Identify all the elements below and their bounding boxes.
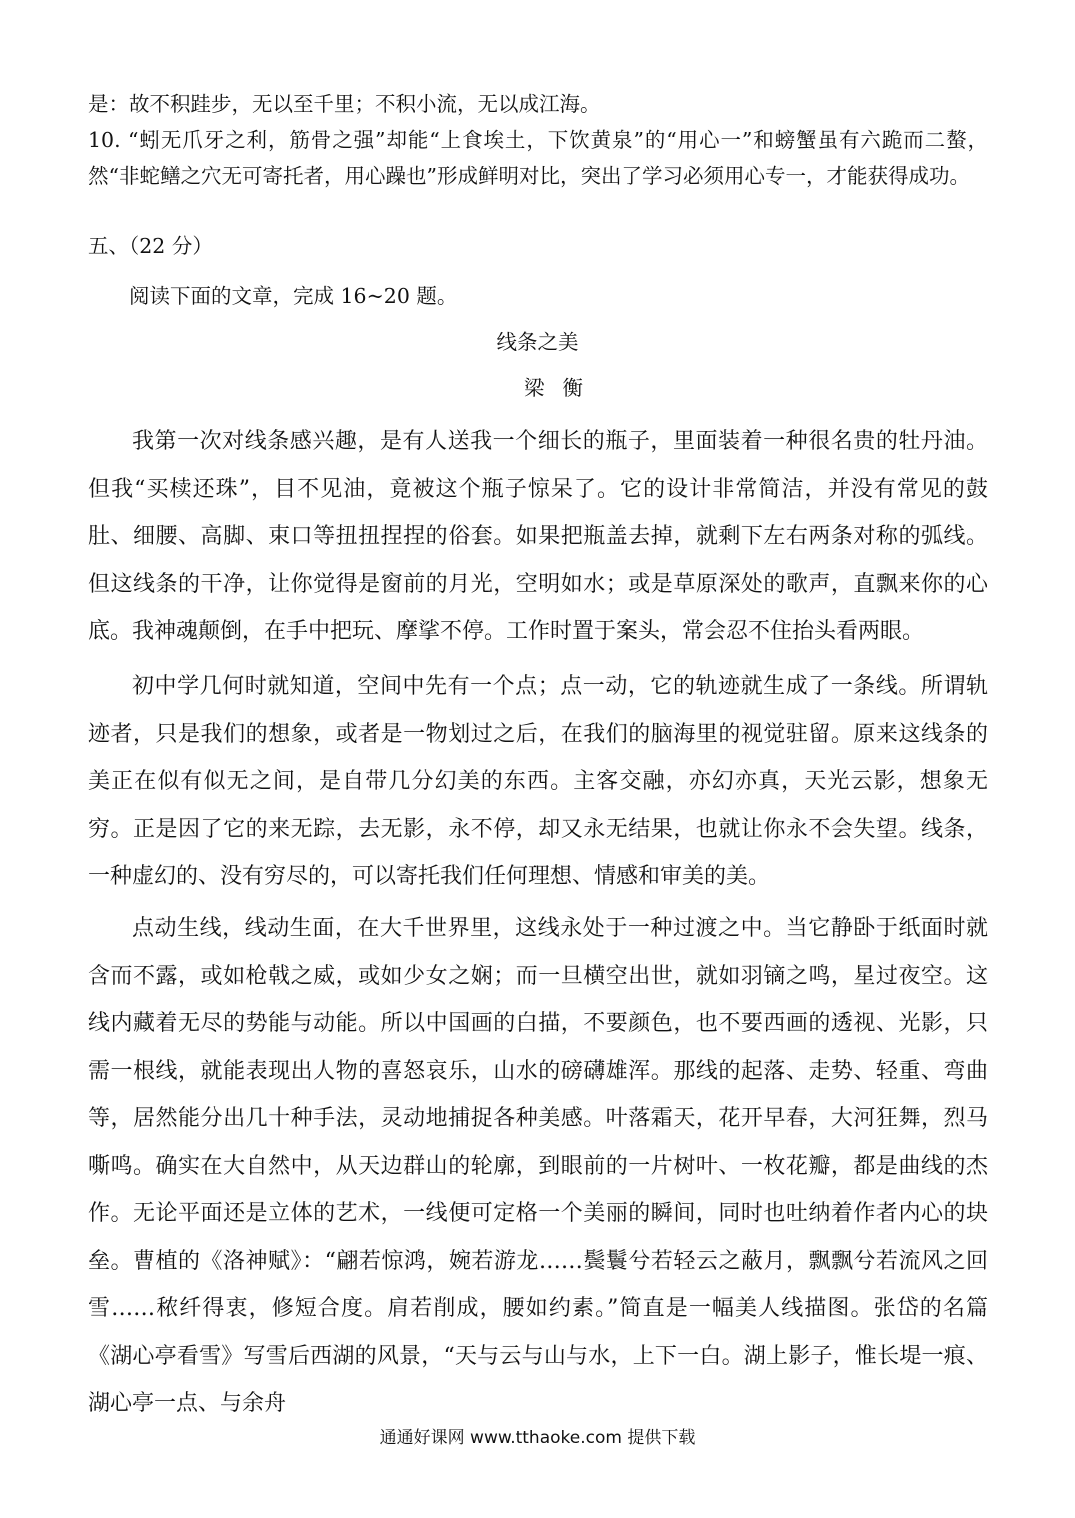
answer-text: 10. “蚓无爪牙之利，筋骨之强”却能“上食埃土，下饮黄泉”的“用心一”和螃蟹虽有六跪而二螯，然“非蛇鳝之穴无可寄托者，用心躁也”形成鲜明对比，突出了学习必须用心专一，才能获得成功。 (88, 128, 988, 188)
answer-item-10 (88, 122, 988, 194)
page-footer: 通通好课网 www.tthaoke.com 提供下载 (379, 1428, 696, 1448)
article-title: 线条之美 (496, 330, 579, 354)
reading-instruction: 阅读下面的文章，完成 16~20 题。 (129, 284, 458, 308)
article-author: 梁衡 (524, 376, 601, 400)
section-heading: 五、（22 分） (88, 234, 213, 258)
article-paragraph: 初中学几何时就知道，空间中先有一个点；点一动，它的轨迹就生成了一条线。所谓轨迹者，只是我们的想象，或者是一物划过之后，在我们的脑海里的视觉驻留。原来这线条的美正在似有似无之间，是自带几分幻美的东西。主客交融，亦幻亦真，天光云影，想象无穷。正是因了它的来无踪，去无影，永不停，却又永无结果，也就让你永不会失望。线条，一种虚幻的、没有穷尽的，可以寄托我们任何理想、情感和审美的美。 (88, 674, 988, 889)
article-paragraph: 我第一次对线条感兴趣，是有人送我一个细长的瓶子，里面装着一种很名贵的牡丹油。但我“买椟还珠”，目不见油，竟被这个瓶子惊呆了。它的设计非常简洁，并没有常见的鼓肚、细腰、高脚、束口等扭扭捏捏的俗套。如果把瓶盖去掉，就剩下左右两条对称的弧线。但这线条的干净，让你觉得是窗前的月光，空明如水；或是草原深处的歌声，直飘来你的心底。我神魂颠倒，在手中把玩、摩挲不停。工作时置于案头，常会忍不住抬头看两眼。 (88, 429, 988, 644)
answer-item-9 (88, 86, 988, 122)
article-paragraph: 点动生线，线动生面，在大千世界里，这线永处于一种过渡之中。当它静卧于纸面时就含而不露，或如枪戟之威，或如少女之娴；而一旦横空出世，就如羽镝之鸣，星过夜空。这线内藏着无尽的势能与动能。所以中国画的白描，不要颜色，也不要西画的透视、光影，只需一根线，就能表现出人物的喜怒哀乐，山水的磅礴雄浑。那线的起落、走势、轻重、弯曲等，居然能分出几十种手法，灵动地捕捉各种美感。叶落霜天，花开早春，大河狂舞，烈马嘶鸣。确实在大自然中，从天边群山的轮廓，到眼前的一片树叶、一枚花瓣，都是曲线的杰作。无论平面还是立体的艺术，一线便可定格一个美丽的瞬间，同时也吐纳着作者内心的块垒。曹植的《洛神赋》：“翩若惊鸿，婉若游龙……鬓鬟兮若轻云之蔽月，飘飘兮若流风之回雪……秾纤得衷，修短合度。肩若削成，腰如约素。”简直是一幅美人线描图。张岱的名篇《湖心亭看雪》写雪后西湖的风景，“天与云与山与水，上下一白。湖上影子，惟长堤一痕、湖心亭一点、与余舟 (88, 916, 988, 1416)
answer-text: 是：故不积跬步，无以至千里；不积小流，无以成江海。 (88, 92, 601, 116)
